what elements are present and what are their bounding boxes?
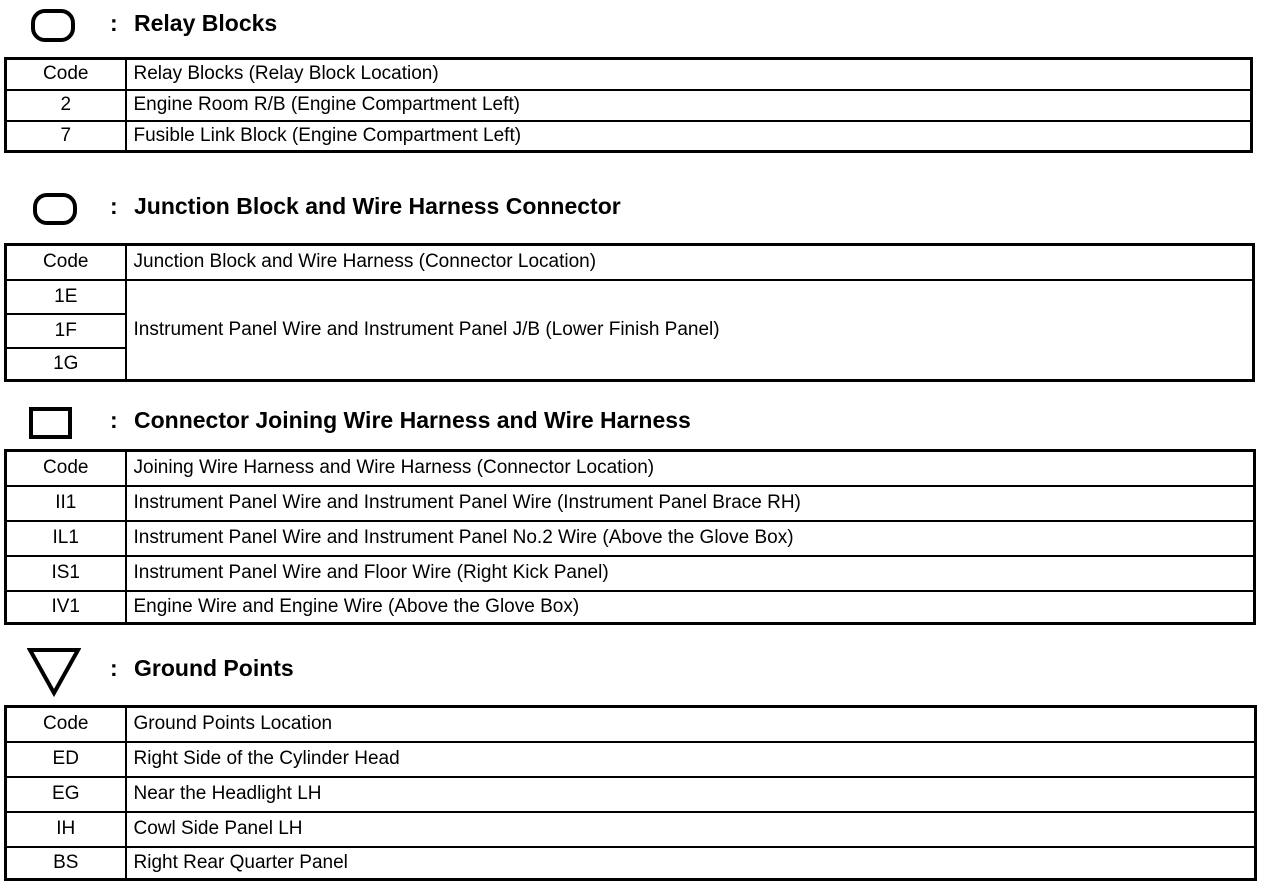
- row-code: 1F: [6, 314, 126, 348]
- section-title-relay-blocks: : Relay Blocks: [110, 10, 278, 36]
- row-description: Engine Room R/B (Engine Compartment Left): [126, 90, 1252, 121]
- row-description: Engine Wire and Engine Wire (Above the Glove Box): [126, 591, 1255, 624]
- header-code: Code: [6, 59, 126, 90]
- connector-joining-table: [4, 449, 1256, 625]
- table-row: [6, 591, 1255, 624]
- row-code: IH: [6, 812, 126, 847]
- row-code: BS: [6, 847, 126, 880]
- row-code: IS1: [6, 556, 126, 591]
- ground-points-table: [4, 705, 1257, 881]
- table-row: [6, 121, 1252, 152]
- row-code: II1: [6, 486, 126, 521]
- table-row: [6, 777, 1256, 812]
- table-row: [6, 90, 1252, 121]
- table-header-row: [6, 59, 1252, 90]
- row-description: Fusible Link Block (Engine Compartment Left): [126, 121, 1252, 152]
- relay-blocks-table: [4, 57, 1253, 153]
- table-header-row: [6, 451, 1255, 486]
- header-code: Code: [6, 451, 126, 486]
- header-code: Code: [6, 245, 126, 280]
- table-row: [6, 486, 1255, 521]
- rounded-rectangle-icon: [31, 9, 75, 42]
- section-title-connector-joining: : Connector Joining Wire Harness and Wire Harness: [110, 407, 691, 433]
- row-code: 1E: [6, 280, 126, 314]
- table-row: [6, 521, 1255, 556]
- junction-block-table: [4, 243, 1255, 382]
- section-title-junction-block: : Junction Block and Wire Harness Connector: [110, 193, 621, 219]
- header-description: Joining Wire Harness and Wire Harness (Connector Location): [126, 451, 1255, 486]
- table-row: [6, 847, 1256, 880]
- merged-description: Instrument Panel Wire and Instrument Panel J/B (Lower Finish Panel): [126, 280, 1254, 381]
- header-description: Ground Points Location: [126, 707, 1256, 742]
- row-description: Right Rear Quarter Panel: [126, 847, 1256, 880]
- triangle-down-icon: [27, 647, 81, 697]
- title-colon: :: [110, 10, 118, 36]
- row-description: Instrument Panel Wire and Instrument Panel Wire (Instrument Panel Brace RH): [126, 486, 1255, 521]
- header-code: Code: [6, 707, 126, 742]
- row-description: Right Side of the Cylinder Head: [126, 742, 1256, 777]
- header-description: Relay Blocks (Relay Block Location): [126, 59, 1252, 90]
- table-header-row: [6, 245, 1254, 280]
- row-description: Instrument Panel Wire and Instrument Panel No.2 Wire (Above the Glove Box): [126, 521, 1255, 556]
- header-description: Junction Block and Wire Harness (Connector Location): [126, 245, 1254, 280]
- section-title-ground-points: : Ground Points: [110, 655, 294, 681]
- title-colon: :: [110, 407, 118, 433]
- row-code: ED: [6, 742, 126, 777]
- row-description: Instrument Panel Wire and Floor Wire (Right Kick Panel): [126, 556, 1255, 591]
- table-row: [6, 280, 1254, 314]
- rectangle-icon: [29, 407, 72, 439]
- table-row: [6, 742, 1256, 777]
- title-colon: :: [110, 193, 118, 219]
- table-row: [6, 812, 1256, 847]
- row-code: IL1: [6, 521, 126, 556]
- row-code: 2: [6, 90, 126, 121]
- row-code: IV1: [6, 591, 126, 624]
- row-code: EG: [6, 777, 126, 812]
- rounded-rectangle-icon: [33, 193, 77, 225]
- table-row: [6, 556, 1255, 591]
- row-code: 7: [6, 121, 126, 152]
- row-description: Near the Headlight LH: [126, 777, 1256, 812]
- row-code: 1G: [6, 348, 126, 381]
- row-description: Cowl Side Panel LH: [126, 812, 1256, 847]
- table-header-row: [6, 707, 1256, 742]
- title-colon: :: [110, 655, 118, 681]
